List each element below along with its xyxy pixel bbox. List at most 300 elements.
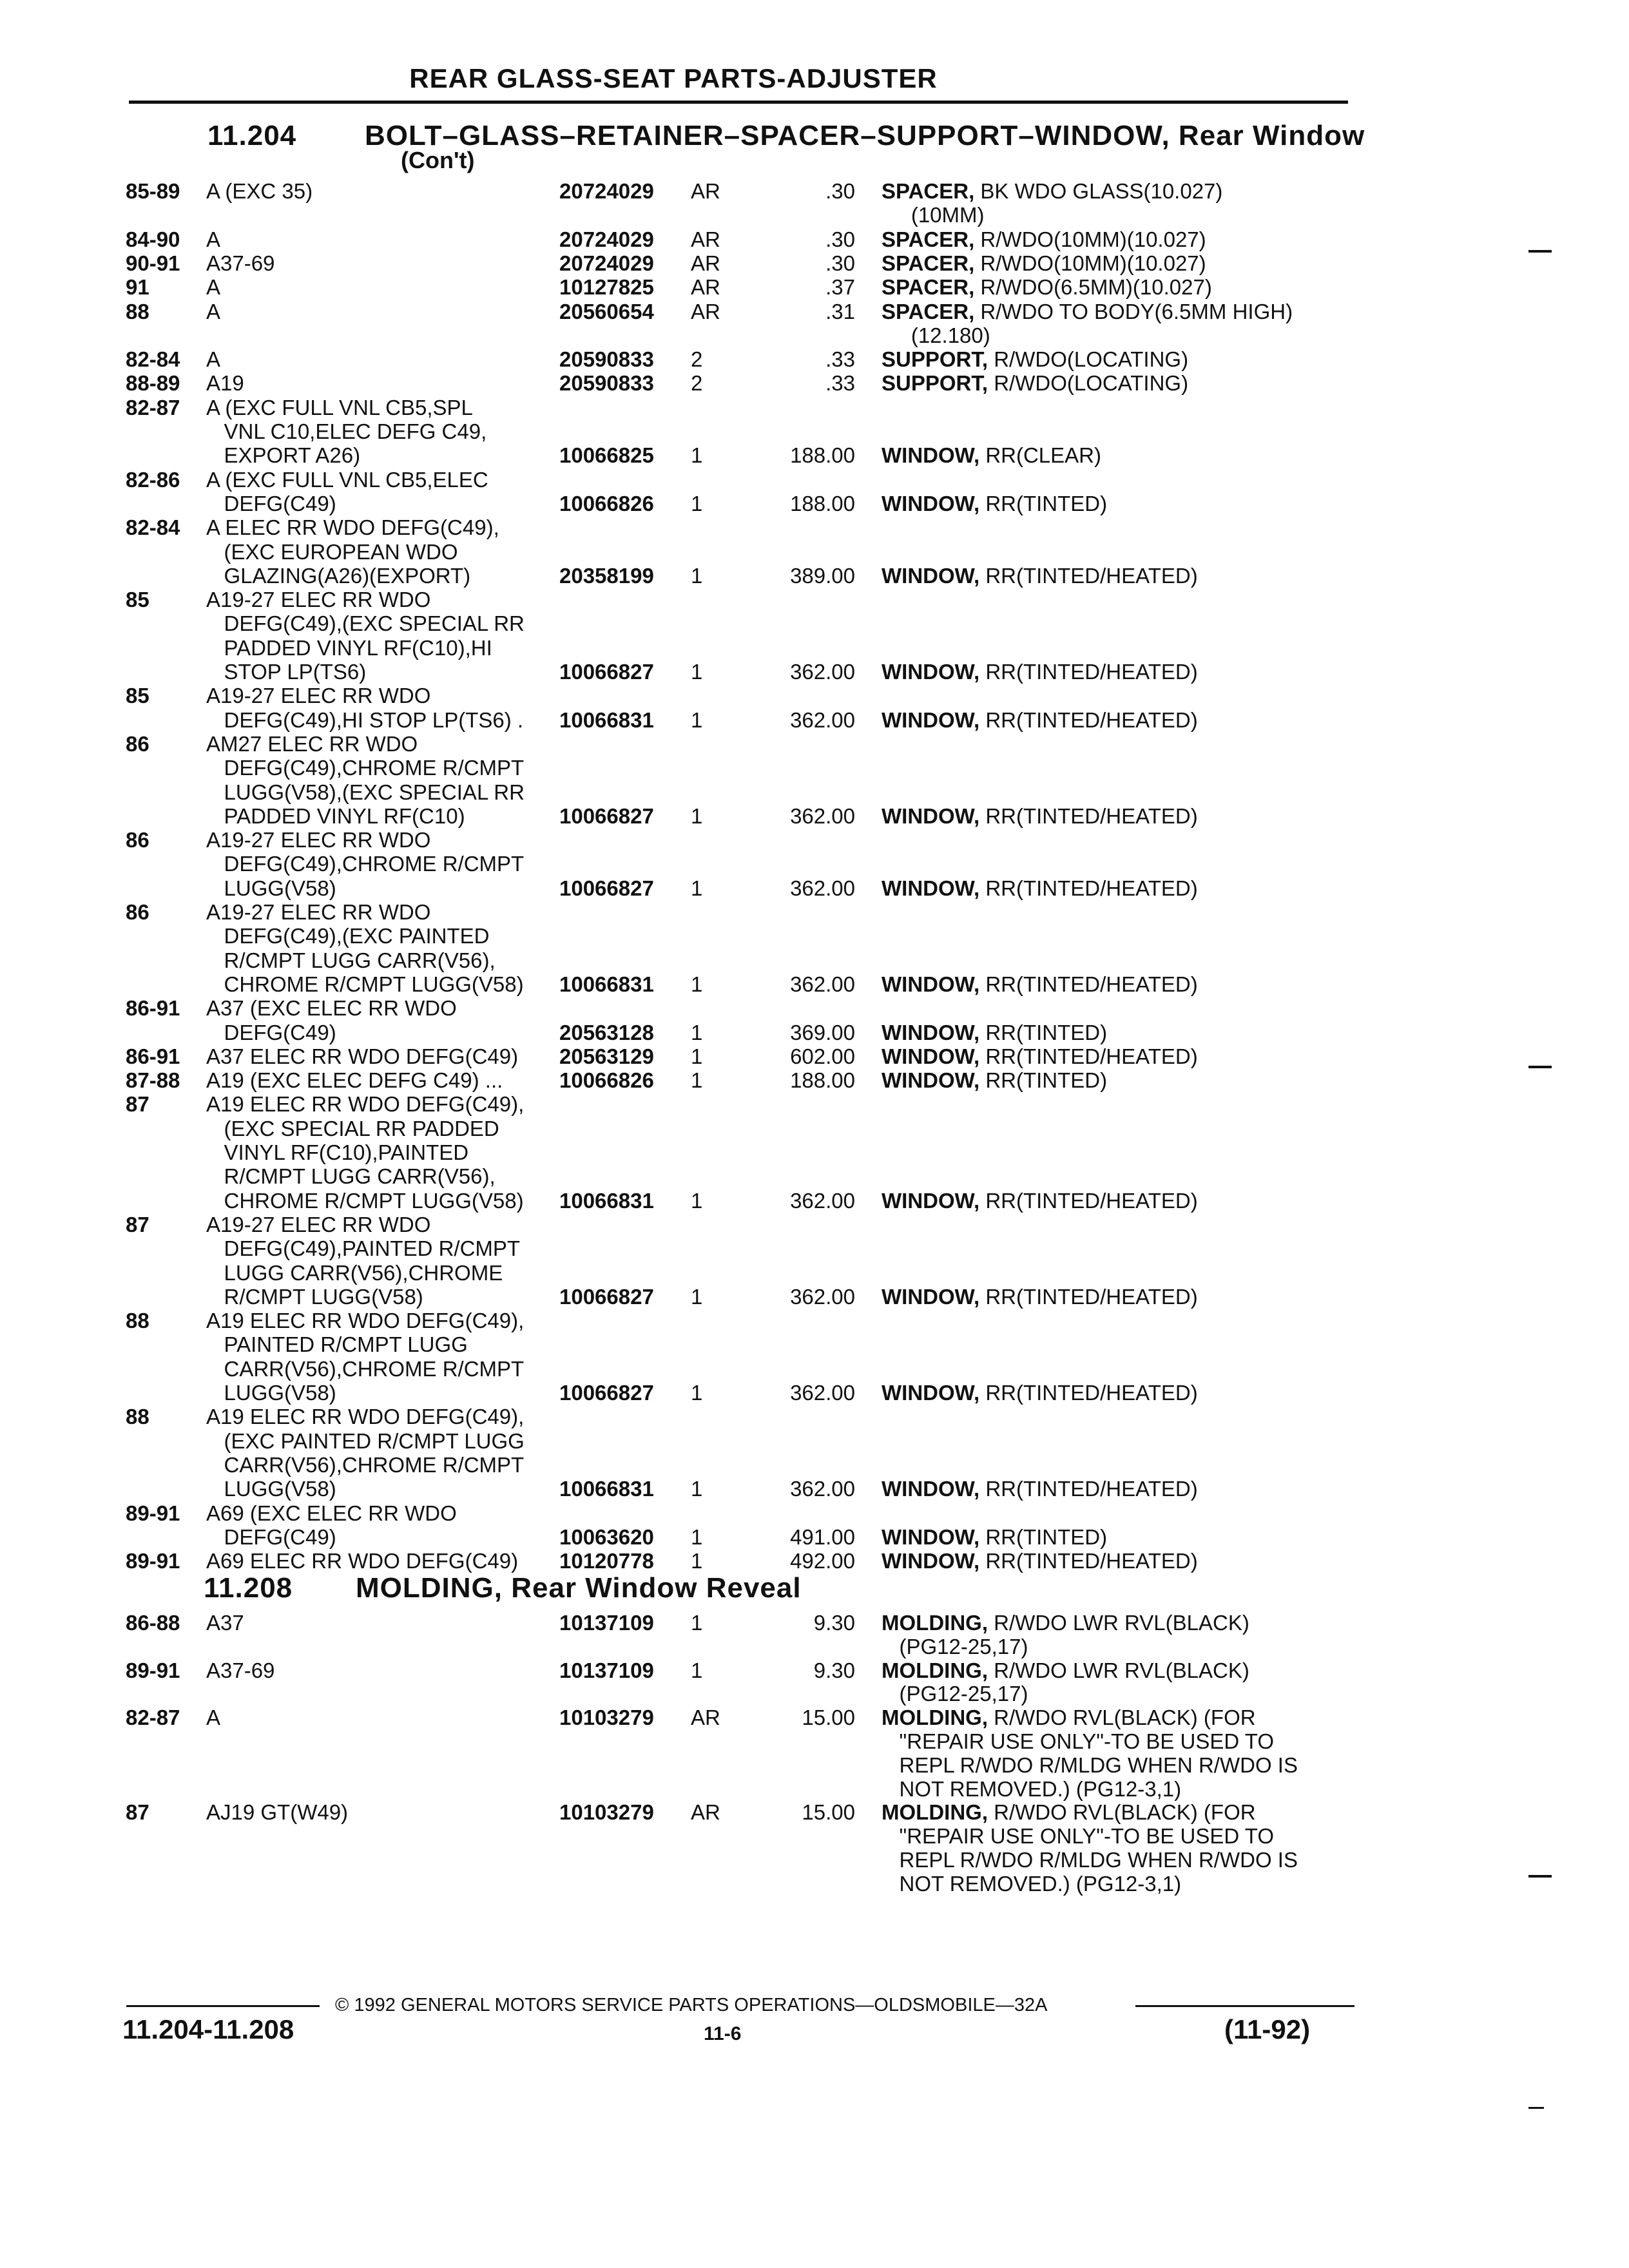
part-name	[882, 1021, 1345, 1044]
part-name	[882, 660, 1345, 684]
part-name-detail: R/WDO LWR RVL(BLACK)	[987, 1658, 1249, 1682]
application: (EXC EUROPEAN WDO	[206, 539, 458, 564]
part-number: 10066831	[559, 1188, 654, 1213]
quantity: 1	[691, 1549, 703, 1573]
part-name	[882, 203, 1345, 227]
model-year: 88-89	[126, 371, 180, 396]
application: A19 ELEC RR WDO DEFG(C49),	[206, 1092, 525, 1117]
quantity: 1	[691, 972, 703, 996]
application: LUGG CARR(V56),CHROME	[206, 1260, 503, 1285]
application: GLAZING(A26)(EXPORT)	[206, 563, 471, 588]
table-row	[0, 468, 1418, 492]
part-name-detail: R/WDO TO BODY(6.5MM HIGH)	[974, 299, 1293, 323]
part-name-detail: RR(TINTED/HEATED)	[979, 1044, 1198, 1068]
quantity: AR	[691, 1800, 720, 1825]
part-name	[882, 275, 1345, 299]
table-row	[0, 828, 1418, 852]
table-row	[0, 900, 1418, 924]
model-year: 86-88	[126, 1611, 180, 1635]
part-name-detail: R/WDO(10MM)(10.027)	[974, 227, 1206, 251]
price: .30	[825, 227, 855, 251]
price: 492.00	[790, 1549, 855, 1573]
application: A	[206, 227, 221, 251]
table-row	[0, 1405, 1418, 1428]
footer-page-number: 11-6	[704, 2023, 742, 2044]
part-name-detail: RR(TINTED/HEATED)	[979, 1477, 1198, 1501]
part-name-keyword: WINDOW,	[882, 1020, 980, 1044]
application: R/CMPT LUGG CARR(V56),	[206, 1164, 496, 1189]
part-name	[882, 1658, 1345, 1682]
part-name-detail: RR(TINTED/HEATED)	[979, 660, 1198, 684]
table-row	[0, 275, 1418, 299]
part-name-keyword: WINDOW,	[882, 1068, 980, 1093]
model-year: 88	[126, 299, 149, 323]
application: LUGG(V58)	[206, 1381, 336, 1405]
application: AM27 ELEC RR WDO	[206, 731, 418, 756]
table-row	[0, 756, 1418, 780]
part-name-keyword: MOLDING,	[882, 1800, 988, 1825]
application: A	[206, 1706, 221, 1730]
application: (EXC PAINTED R/CMPT LUGG	[206, 1428, 525, 1453]
application: DEFG(C49),CHROME R/CMPT	[206, 852, 525, 876]
table-row	[0, 1021, 1418, 1044]
application: PAINTED R/CMPT LUGG	[206, 1332, 468, 1357]
application: A ELEC RR WDO DEFG(C49),	[206, 515, 499, 540]
part-name-detail: RR(TINTED)	[979, 491, 1108, 515]
margin-mark	[1528, 250, 1552, 253]
table-row	[0, 1381, 1418, 1405]
part-name	[882, 1549, 1345, 1573]
table-row	[0, 1753, 1418, 1777]
part-name	[882, 1848, 1345, 1872]
footer-section-range: 11.204-11.208	[122, 2014, 294, 2044]
application: A	[206, 299, 221, 323]
part-number: 10120778	[559, 1549, 654, 1573]
part-name-detail: RR(TINTED)	[979, 1524, 1108, 1549]
section-number: 11.204	[207, 120, 297, 151]
quantity: AR	[691, 227, 720, 251]
part-name	[882, 1068, 1345, 1092]
application: DEFG(C49)	[206, 491, 336, 515]
part-number: 10066827	[559, 876, 654, 900]
table-row	[0, 924, 1418, 948]
price: .33	[825, 347, 855, 372]
table-row	[0, 1140, 1418, 1164]
application: R/CMPT LUGG CARR(V56),	[206, 948, 496, 972]
table-row	[0, 564, 1418, 588]
part-number: 10103279	[559, 1800, 654, 1825]
part-name-detail: (12.180)	[882, 323, 990, 347]
application: A19-27 ELEC RR WDO	[206, 1212, 431, 1236]
margin-mark	[1528, 2107, 1544, 2109]
footer-rule-right	[1135, 2005, 1354, 2007]
part-name	[882, 323, 1345, 347]
table-row	[0, 371, 1418, 395]
part-number: 20563128	[559, 1020, 654, 1044]
application: CARR(V56),CHROME R/CMPT	[206, 1452, 525, 1477]
price: 389.00	[790, 563, 855, 588]
price: 188.00	[790, 1068, 855, 1093]
table-row	[0, 1309, 1418, 1332]
table-row	[0, 515, 1418, 539]
part-number: 20724029	[559, 179, 654, 203]
part-name-keyword: SPACER,	[882, 275, 975, 300]
part-name-keyword: SPACER,	[882, 299, 975, 323]
table-row	[0, 684, 1418, 707]
quantity: 1	[691, 1477, 703, 1501]
quantity: AR	[691, 1706, 720, 1730]
part-name	[882, 371, 1345, 395]
price: 188.00	[790, 491, 855, 515]
table-row	[0, 1658, 1418, 1682]
part-name-detail: RR(TINTED/HEATED)	[979, 876, 1198, 900]
part-name-keyword: MOLDING,	[882, 1611, 988, 1635]
application: DEFG(C49),CHROME R/CMPT	[206, 756, 525, 780]
price: .30	[825, 251, 855, 275]
part-name	[882, 1044, 1345, 1068]
table-row	[0, 732, 1418, 756]
model-year: 88	[126, 1309, 149, 1333]
model-year: 87-88	[126, 1068, 180, 1093]
price: .33	[825, 371, 855, 396]
part-name-detail: (PG12-25,17)	[882, 1634, 1028, 1658]
part-name-detail: RR(TINTED)	[979, 1068, 1108, 1093]
quantity: AR	[691, 299, 720, 323]
model-year: 84-90	[126, 227, 180, 251]
part-name	[882, 300, 1345, 323]
model-year: 85-89	[126, 179, 180, 203]
application: A (EXC FULL VNL CB5,SPL	[206, 395, 473, 419]
model-year: 91	[126, 275, 149, 300]
table-row	[0, 1611, 1418, 1635]
part-name-keyword: SUPPORT,	[882, 371, 988, 396]
price: 362.00	[790, 707, 855, 732]
table-row	[0, 1092, 1418, 1116]
part-name-keyword: WINDOW,	[882, 972, 980, 996]
part-name-detail: RR(TINTED/HEATED)	[979, 707, 1198, 732]
part-name-detail: RR(TINTED/HEATED)	[979, 803, 1198, 828]
application: CARR(V56),CHROME R/CMPT	[206, 1356, 525, 1381]
application: A69 (EXC ELEC RR WDO	[206, 1501, 457, 1525]
table-row	[0, 1501, 1418, 1525]
part-name-keyword: WINDOW,	[882, 1381, 980, 1405]
part-name-keyword: WINDOW,	[882, 1284, 980, 1309]
application: DEFG(C49)	[206, 1020, 336, 1044]
table-row	[0, 948, 1418, 972]
application: A19 (EXC ELEC DEFG C49) ...	[206, 1068, 503, 1093]
quantity: 1	[691, 1284, 703, 1309]
price: 362.00	[790, 1477, 855, 1501]
table-row	[0, 1777, 1418, 1801]
part-name	[882, 708, 1345, 732]
part-name-keyword: WINDOW,	[882, 443, 980, 468]
application: DEFG(C49)	[206, 1524, 336, 1549]
part-number: 10066825	[559, 443, 654, 468]
part-name-keyword: WINDOW,	[882, 1549, 980, 1573]
part-number: 20590833	[559, 347, 654, 372]
part-name	[882, 1824, 1345, 1848]
part-name-keyword: SPACER,	[882, 251, 975, 275]
model-year: 82-87	[126, 1706, 180, 1730]
part-name	[882, 1477, 1345, 1501]
table-row	[0, 636, 1418, 660]
model-year: 82-84	[126, 347, 180, 372]
part-name	[882, 1635, 1345, 1658]
table-row	[0, 1332, 1418, 1356]
part-name-keyword: MOLDING,	[882, 1706, 988, 1730]
application: PADDED VINYL RF(C10)	[206, 803, 465, 828]
part-name	[882, 1682, 1345, 1706]
table-row	[0, 419, 1418, 443]
part-name	[882, 1189, 1345, 1213]
price: 602.00	[790, 1044, 855, 1068]
application: A19-27 ELEC RR WDO	[206, 900, 431, 924]
section-continued: (Con't)	[401, 147, 475, 173]
table-row	[0, 1824, 1418, 1848]
table-row	[0, 251, 1418, 275]
application: A19 ELEC RR WDO DEFG(C49),	[206, 1405, 525, 1429]
quantity: 1	[691, 443, 703, 468]
quantity: AR	[691, 179, 720, 203]
part-name-detail: BK WDO GLASS(10.027)	[974, 179, 1223, 203]
table-row	[0, 852, 1418, 876]
table-row	[0, 996, 1418, 1020]
part-name	[882, 492, 1345, 515]
price: 362.00	[790, 1381, 855, 1405]
application: (EXC SPECIAL RR PADDED	[206, 1116, 499, 1140]
table-row	[0, 1068, 1418, 1092]
application: DEFG(C49),HI STOP LP(TS6) .	[206, 707, 524, 732]
part-name	[882, 1777, 1345, 1801]
table-row	[0, 1357, 1418, 1381]
part-name	[882, 1729, 1345, 1753]
table-row	[0, 443, 1418, 467]
price: 188.00	[790, 443, 855, 468]
part-number: 10066827	[559, 660, 654, 684]
model-year: 89-91	[126, 1658, 180, 1682]
model-year: 87	[126, 1212, 149, 1236]
application: LUGG(V58)	[206, 876, 336, 900]
quantity: 2	[691, 347, 703, 372]
application: DEFG(C49),(EXC PAINTED	[206, 924, 490, 948]
part-name	[882, 972, 1345, 996]
table-row	[0, 1236, 1418, 1260]
model-year: 89-91	[126, 1549, 180, 1573]
model-year: 82-86	[126, 467, 180, 492]
part-name	[882, 1800, 1345, 1824]
model-year: 82-84	[126, 515, 180, 540]
part-number: 20590833	[559, 371, 654, 396]
application: A	[206, 275, 221, 300]
part-name-detail: RR(TINTED/HEATED)	[979, 563, 1198, 588]
price: 362.00	[790, 876, 855, 900]
part-number: 10066827	[559, 1381, 654, 1405]
quantity: 1	[691, 1381, 703, 1405]
table-row	[0, 660, 1418, 684]
part-number: 20563129	[559, 1044, 654, 1068]
table-row	[0, 804, 1418, 828]
quantity: 1	[691, 1020, 703, 1044]
part-name-detail: REPL R/WDO R/MLDG WHEN R/WDO IS	[882, 1753, 1298, 1777]
table-row	[0, 1549, 1418, 1573]
part-name	[882, 1611, 1345, 1635]
application: CHROME R/CMPT LUGG(V58)	[206, 972, 524, 996]
part-number: 10066827	[559, 803, 654, 828]
quantity: 1	[691, 876, 703, 900]
table-row	[0, 611, 1418, 635]
table-row	[0, 708, 1418, 732]
margin-mark	[1528, 1875, 1552, 1878]
part-number: 10137109	[559, 1658, 654, 1682]
application: EXPORT A26)	[206, 443, 361, 468]
price: 362.00	[790, 972, 855, 996]
table-row	[0, 347, 1418, 371]
table-row	[0, 1706, 1418, 1729]
application: VINYL RF(C10),PAINTED	[206, 1140, 469, 1164]
table-row	[0, 300, 1418, 323]
part-name	[882, 1706, 1345, 1729]
part-name-detail: RR(TINTED/HEATED)	[979, 1549, 1198, 1573]
table-row	[0, 179, 1418, 203]
price: 369.00	[790, 1020, 855, 1044]
part-name	[882, 876, 1345, 900]
price: .31	[825, 299, 855, 323]
part-name	[882, 1753, 1345, 1777]
quantity: 1	[691, 1658, 703, 1682]
table-row	[0, 1729, 1418, 1753]
part-name	[882, 1872, 1345, 1896]
part-name-detail: R/WDO(LOCATING)	[988, 347, 1189, 372]
application: DEFG(C49),(EXC SPECIAL RR	[206, 611, 525, 636]
part-name-detail: R/WDO LWR RVL(BLACK)	[987, 1611, 1249, 1635]
part-name-keyword: WINDOW,	[882, 803, 980, 828]
price: .37	[825, 275, 855, 300]
part-name	[882, 347, 1345, 371]
part-name-keyword: SUPPORT,	[882, 347, 988, 372]
price: 362.00	[790, 1284, 855, 1309]
part-name-keyword: WINDOW,	[882, 707, 980, 732]
application: A37	[206, 1611, 244, 1635]
part-name-detail: RR(TINTED)	[979, 1020, 1108, 1044]
model-year: 86	[126, 731, 149, 756]
table-row	[0, 1044, 1418, 1068]
model-year: 85	[126, 684, 149, 708]
quantity: 1	[691, 1188, 703, 1213]
margin-mark	[1528, 1066, 1552, 1068]
part-name	[882, 1381, 1345, 1405]
table-row	[0, 1525, 1418, 1549]
copyright-line: © 1992 GENERAL MOTORS SERVICE PARTS OPERATIONS—OLDSMOBILE—32A	[335, 1995, 1048, 2015]
table-row	[0, 540, 1418, 564]
part-number: 10066827	[559, 1284, 654, 1309]
part-name-detail: R/WDO(6.5MM)(10.027)	[974, 275, 1212, 300]
quantity: 1	[691, 660, 703, 684]
part-name-keyword: SPACER,	[882, 179, 975, 203]
price: 491.00	[790, 1524, 855, 1549]
application: A37 (EXC ELEC RR WDO	[206, 996, 457, 1021]
application: A19-27 ELEC RR WDO	[206, 588, 431, 612]
price: 9.30	[813, 1611, 855, 1635]
application: R/CMPT LUGG(V58)	[206, 1284, 423, 1309]
model-year: 85	[126, 588, 149, 612]
part-name	[882, 564, 1345, 588]
price: 362.00	[790, 1188, 855, 1213]
application: PADDED VINYL RF(C10),HI	[206, 635, 492, 660]
price: 362.00	[790, 660, 855, 684]
part-name-keyword: WINDOW,	[882, 1477, 980, 1501]
part-name-keyword: WINDOW,	[882, 1188, 980, 1213]
part-number: 10103279	[559, 1706, 654, 1730]
footer-rule-left	[126, 2005, 320, 2007]
table-row	[0, 1848, 1418, 1872]
model-year: 87	[126, 1092, 149, 1117]
quantity: AR	[691, 275, 720, 300]
part-number: 20358199	[559, 563, 654, 588]
application: A19 ELEC RR WDO DEFG(C49),	[206, 1309, 525, 1333]
quantity: 1	[691, 491, 703, 515]
application: AJ19 GT(W49)	[206, 1800, 349, 1825]
part-name-detail: R/WDO RVL(BLACK) (FOR	[987, 1706, 1256, 1730]
application: A	[206, 347, 221, 372]
part-name-detail: (PG12-25,17)	[882, 1682, 1028, 1706]
part-name-detail: NOT REMOVED.) (PG12-3,1)	[882, 1871, 1182, 1896]
quantity: 1	[691, 1068, 703, 1093]
quantity: 1	[691, 1524, 703, 1549]
page-title: REAR GLASS-SEAT PARTS-ADJUSTER	[409, 63, 938, 93]
table-row	[0, 396, 1418, 419]
part-name-keyword: WINDOW,	[882, 660, 980, 684]
application: CHROME R/CMPT LUGG(V58)	[206, 1188, 524, 1213]
table-row	[0, 1872, 1418, 1896]
section2-title: MOLDING, Rear Window Reveal	[356, 1572, 802, 1604]
application: A19	[206, 371, 244, 396]
part-name-detail: R/WDO RVL(BLACK) (FOR	[987, 1800, 1256, 1825]
section-title: BOLT–GLASS–RETAINER–SPACER–SUPPORT–WINDOW, Rear Window	[365, 120, 1365, 151]
application: A69 ELEC RR WDO DEFG(C49)	[206, 1549, 519, 1573]
part-number: 10127825	[559, 275, 654, 300]
application: VNL C10,ELEC DEFG C49,	[206, 419, 487, 443]
table-row	[0, 492, 1418, 515]
model-year: 87	[126, 1800, 149, 1825]
table-row	[0, 227, 1418, 251]
price: 9.30	[813, 1658, 855, 1682]
table-row	[0, 1682, 1418, 1706]
table-row	[0, 1635, 1418, 1658]
part-number: 10137109	[559, 1611, 654, 1635]
application: A37-69	[206, 251, 275, 275]
part-number: 20724029	[559, 251, 654, 275]
table-row	[0, 1429, 1418, 1453]
table-row	[0, 876, 1418, 900]
application: LUGG(V58)	[206, 1477, 336, 1501]
quantity: 1	[691, 803, 703, 828]
table-row	[0, 1477, 1418, 1501]
model-year: 86-91	[126, 1044, 180, 1068]
table-row	[0, 1189, 1418, 1213]
application: A (EXC FULL VNL CB5,ELEC	[206, 467, 488, 492]
application: A19-27 ELEC RR WDO	[206, 828, 431, 852]
part-name-detail: RR(TINTED/HEATED)	[979, 1188, 1198, 1213]
part-name-detail: RR(TINTED/HEATED)	[979, 972, 1198, 996]
price: 15.00	[802, 1706, 855, 1730]
table-row	[0, 1261, 1418, 1285]
part-name-keyword: WINDOW,	[882, 1524, 980, 1549]
part-name-detail: REPL R/WDO R/MLDG WHEN R/WDO IS	[882, 1848, 1298, 1872]
model-year: 90-91	[126, 251, 180, 275]
application: A37 ELEC RR WDO DEFG(C49)	[206, 1044, 519, 1068]
model-year: 89-91	[126, 1501, 180, 1525]
part-name-detail: R/WDO(10MM)(10.027)	[974, 251, 1206, 275]
